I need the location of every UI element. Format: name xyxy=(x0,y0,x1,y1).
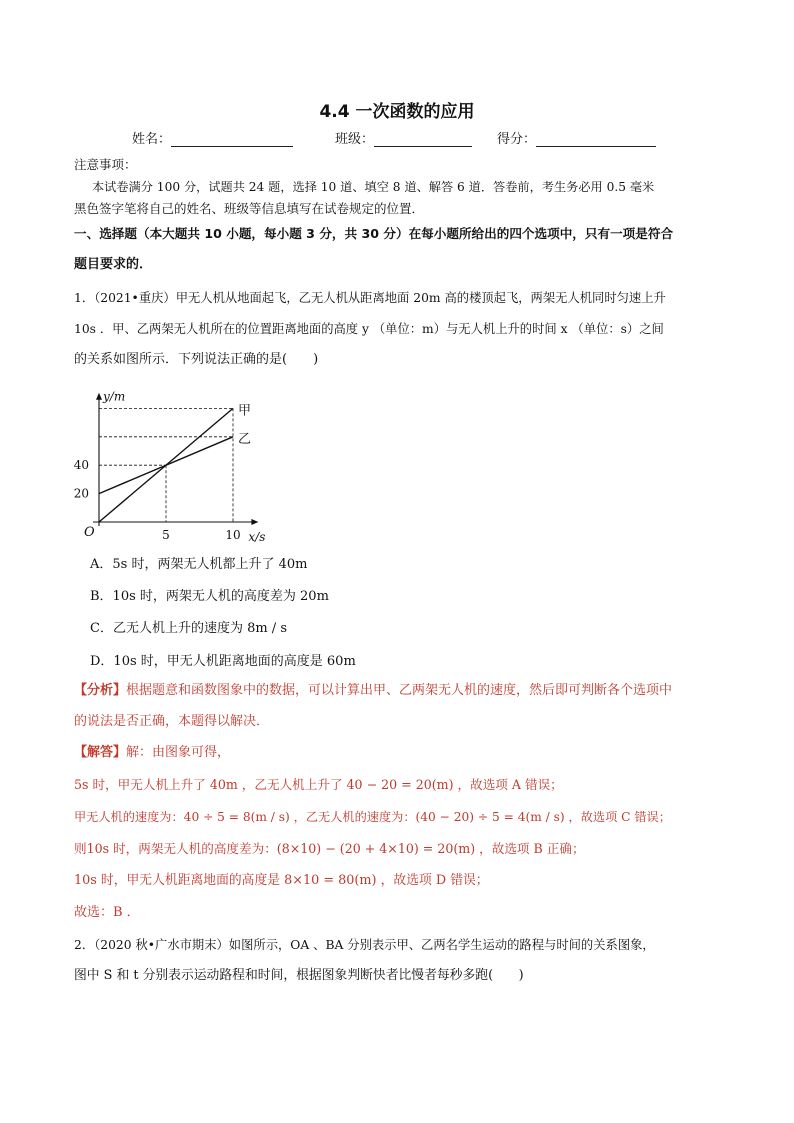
solution-line-1: 5s 时，甲无人机上升了 40m ，乙无人机上升了 40 − 20 = 20(m) ，故选项 A 错误； xyxy=(74,777,563,792)
notice-line-1: 本试卷满分 100 分，试题共 24 题，选择 10 道、填空 8 道、解答 6 道．答卷前，考生务必用 0.5 毫米 xyxy=(92,180,655,194)
name-blank[interactable] xyxy=(171,132,293,147)
answer-intro: 解：由图象可得， xyxy=(126,745,231,760)
analysis-text-2: 的说法是否正确，本题得以解决． xyxy=(74,714,270,729)
y-axis-arrow xyxy=(96,393,102,400)
q2-stem-line-1: 2．（2020 秋•广水市期末）如图所示，OA 、BA 分别表示甲、乙两名学生运动的路程与时间的关系图象， xyxy=(74,938,655,952)
x-axis-label: x/s xyxy=(248,530,266,544)
origin-label: O xyxy=(84,525,95,540)
name-label: 姓名： xyxy=(132,132,172,147)
q1-analysis xyxy=(74,682,672,700)
q1-graph xyxy=(68,376,268,548)
section1-heading-cont: 题目要求的． xyxy=(74,257,153,272)
class-field[interactable] xyxy=(335,128,472,147)
x-tick-label: 10 xyxy=(225,528,241,542)
y-tick-label: 40 xyxy=(73,458,89,473)
notice-heading: 注意事项： xyxy=(74,157,137,172)
solution-line-5: 故选：B ． xyxy=(74,905,140,920)
score-label: 得分： xyxy=(497,132,537,147)
score-field[interactable] xyxy=(497,128,656,147)
name-field[interactable] xyxy=(132,128,293,147)
notice-line-2: 黑色签字笔将自己的姓名、班级等信息填写在试卷规定的位置． xyxy=(74,201,425,216)
class-blank[interactable] xyxy=(374,132,472,147)
q1-answer xyxy=(74,744,230,762)
q2-stem-line-2: 图中 S 和 t 分别表示运动路程和时间，根据图象判断快者比慢者每秒多跑( ) xyxy=(74,968,524,983)
class-label: 班级： xyxy=(335,132,375,147)
solution-line-2: 甲无人机的速度为：40 ÷ 5 = 8(m / s) ，乙无人机的速度为：(40 − 20) ÷ 5 = 4(m / s) ，故选项 C 错误； xyxy=(74,810,671,824)
analysis-tag: 【分析】 xyxy=(74,683,127,698)
analysis-text-1: 根据题意和函数图象中的数据，可以计算出甲、乙两架无人机的速度，然后即可判断各个选项中 xyxy=(126,683,673,698)
y-axis-label: y/m xyxy=(103,389,126,404)
y-tick-label: 20 xyxy=(73,486,89,501)
answer-tag: 【解答】 xyxy=(74,745,127,760)
student-info-row xyxy=(0,128,794,148)
q1-option-c[interactable]: C．乙无人机上升的速度为 8m / s xyxy=(90,621,287,636)
q1-option-d[interactable]: D．10s 时，甲无人机距离地面的高度是 60m xyxy=(90,654,356,669)
score-blank[interactable] xyxy=(536,132,656,147)
series-label: 甲 xyxy=(238,403,252,419)
page-title: 4.4 一次函数的应用 xyxy=(319,102,475,122)
q1-stem-line-3: 的关系如图所示．下列说法正确的是( ) xyxy=(74,352,319,367)
series-label: 乙 xyxy=(238,431,252,447)
q1-option-a[interactable]: A．5s 时，两架无人机都上升了 40m xyxy=(90,557,308,572)
q1-option-b[interactable]: B．10s 时，两架无人机的高度差为 20m xyxy=(90,589,329,604)
section1-heading: 一、选择题（本大题共 10 小题，每小题 3 分，共 30 分）在每小题所给出的四个选项中，只有一项是符合 xyxy=(74,226,674,241)
q1-stem-line-2: 10s ．甲、乙两架无人机所在的位置距离地面的高度 y （单位：m）与无人机上升的时间 x （单位：s）之间 xyxy=(74,322,664,336)
x-tick-label: 5 xyxy=(162,528,170,542)
solution-line-3: 则10s 时，两架无人机的高度差为：(8×10) − (20 + 4×10) = 20(m) ，故选项 B 正确； xyxy=(74,841,585,856)
q1-stem-line-1: 1．（2021•重庆）甲无人机从地面起飞，乙无人机从距离地面 20m 高的楼顶起飞，两架无人机同时匀速上升 xyxy=(74,291,666,305)
solution-line-4: 10s 时，甲无人机距离地面的高度是 8×10 = 80(m) ，故选项 D 错误； xyxy=(74,873,489,888)
x-axis-arrow xyxy=(251,519,258,525)
